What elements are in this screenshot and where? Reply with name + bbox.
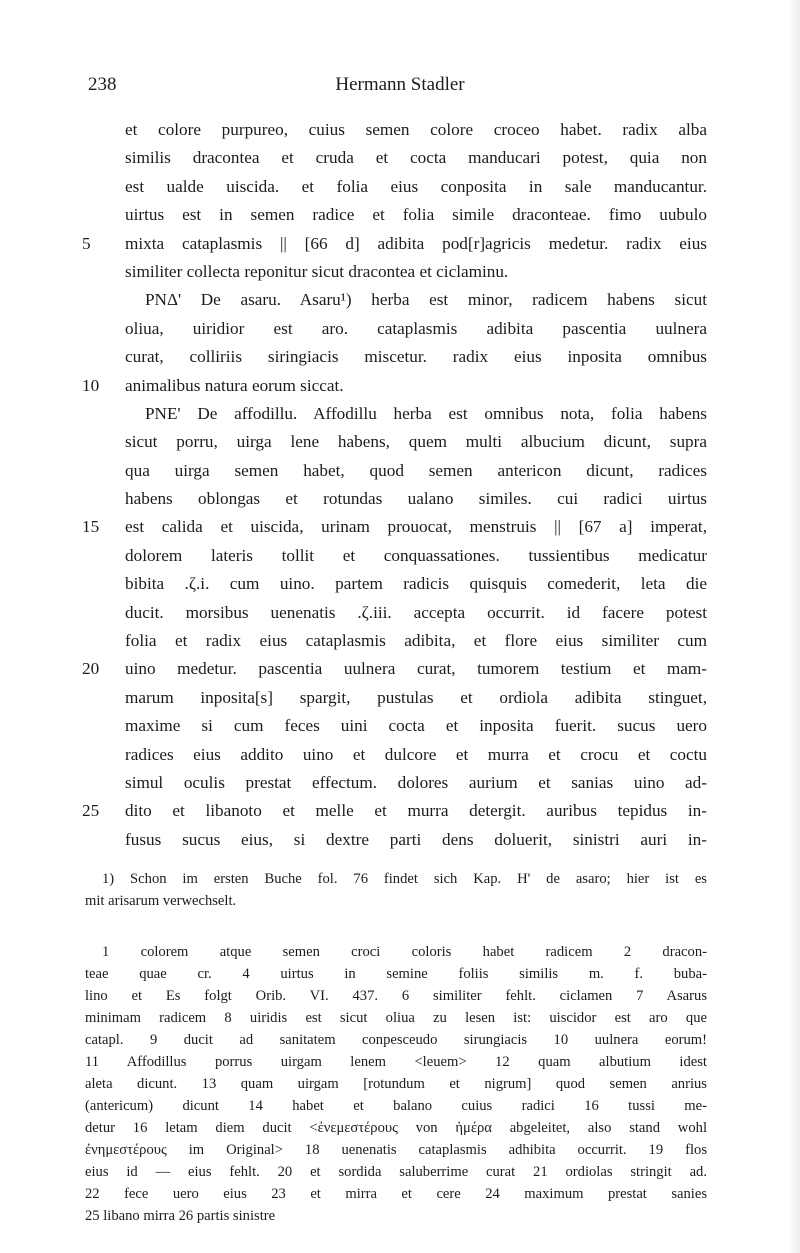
apparatus-line: 11 Affodillus porrus uirgam lenem <leuem> 12 quam albutium idest (85, 1054, 707, 1070)
line-text: similiter collecta reponitur sicut dracontea et ciclaminu. (125, 261, 509, 281)
line-text: sicut porru, uirga lene habens, quem multi albucium dicunt, supra (125, 432, 707, 452)
line-text: oliua, uiridior est aro. cataplasmis adibita pascentia uulnera (125, 318, 707, 338)
line-text: uirtus est in semen radice et folia simile draconteae. fimo uubulo (125, 205, 707, 225)
line-text: curat, colliriis siringiacis miscetur. radix eius inposita omnibus (125, 347, 707, 367)
text-line (0, 655, 800, 683)
text-line (0, 428, 800, 456)
line-text: ducit. morsibus uenenatis .ζ.iii. accepta occurrit. id facere potest (125, 602, 707, 622)
line-text: PNΔ' De asaru. Asaru¹) herba est minor, radicem habens sicut (145, 290, 707, 310)
critical-apparatus (85, 941, 707, 1227)
apparatus-line: ἐνημεστέρους im Original> 18 uenenatis cataplasmis adhibita occurrit. 19 flos (85, 1142, 707, 1158)
text-line (0, 485, 800, 513)
line-text: folia et radix eius cataplasmis adibita, et flore eius similiter cum (125, 631, 707, 651)
apparatus-line: 1 colorem atque semen croci coloris habet radicem 2 dracon- (102, 944, 707, 960)
line-text: radices eius addito uino et dulcore et murra et crocu et coctu (125, 744, 707, 764)
text-line (0, 542, 800, 570)
footnote-line: 1) Schon im ersten Buche fol. 76 findet sich Kap. H' de asaro; hier ist es (102, 871, 707, 887)
apparatus-line: 25 libano mirra 26 partis sinistre (85, 1208, 276, 1224)
running-head: Hermann Stadler (335, 74, 465, 95)
line-text: dolorem lateris tollit et conquassationes. tussientibus medicatur (125, 545, 707, 565)
apparatus-line: eius id — eius fehlt. 20 et sordida saluberrime curat 21 ordiolas stringit ad. (85, 1164, 707, 1180)
footnote-line: mit arisarum verwechselt. (85, 893, 237, 909)
line-text: animalibus natura eorum siccat. (125, 375, 344, 395)
text-line (0, 144, 800, 172)
page-number: 238 (88, 74, 117, 95)
apparatus-line: catapl. 9 ducit ad sanitatem conpesceudo sirungiacis 10 uulnera eorum! (85, 1032, 707, 1048)
page-edge-shadow (788, 0, 800, 1253)
text-line (0, 599, 800, 627)
line-number: 10 (82, 375, 100, 395)
line-number: 20 (82, 659, 100, 679)
line-text: fusus sucus eius, si dextre parti dens doluerit, sinistri auri in- (125, 829, 707, 849)
text-line (0, 826, 800, 854)
apparatus-line: minimam radicem 8 uiridis est sicut oliua zu lesen ist: uiscidor est aro que (85, 1010, 707, 1026)
line-text: uino medetur. pascentia uulnera curat, tumorem testium et mam- (125, 659, 707, 679)
text-line (0, 173, 800, 201)
line-text: est ualde uiscida. et folia eius conposita in sale manducantur. (125, 176, 707, 196)
text-line (0, 201, 800, 229)
text-line (0, 797, 800, 825)
apparatus-line: lino et Es folgt Orib. VI. 437. 6 similiter fehlt. ciclamen 7 Asarus (85, 988, 707, 1004)
line-text: marum inposita[s] spargit, pustulas et ordiola adibita stinguet, (125, 687, 707, 707)
apparatus-line: aleta dicunt. 13 quam uirgam [rotundum et nigrum] quod semen anrius (85, 1076, 707, 1092)
text-line (0, 116, 800, 144)
text-line (0, 315, 800, 343)
apparatus-line: (antericum) dicunt 14 habet et balano cuius radici 16 tussi me- (85, 1098, 707, 1114)
line-text: simul oculis prestat effectum. dolores aurium et sanias uino ad- (125, 772, 707, 792)
line-text: bibita .ζ.i. cum uino. partem radicis quisquis comederit, leta die (125, 574, 707, 594)
line-text: et colore purpureo, cuius semen colore croceo habet. radix alba (125, 120, 707, 139)
text-line (0, 457, 800, 485)
line-text: mixta cataplasmis || [66 d] adibita pod[r]agricis medetur. radix eius (125, 233, 707, 253)
page-header (0, 74, 800, 104)
line-text: maxime si cum feces uini cocta et inposita fuerit. sucus uero (125, 716, 707, 736)
line-text: qua uirga semen habet, quod semen antericon dicunt, radices (125, 460, 707, 480)
line-text: habens oblongas et rotundas ualano similes. cui radici uirtus (125, 489, 707, 509)
line-number: 15 (82, 517, 100, 537)
line-text: similis dracontea et cruda et cocta manducari potest, quia non (125, 148, 707, 168)
line-text: dito et libanoto et melle et murra detergit. auribus tepidus in- (125, 801, 707, 821)
main-text (0, 116, 800, 854)
apparatus-line: detur 16 letam diem ducit <ἐνεμεστέρους von ἡμέρα abgeleitet, also stand wohl (85, 1120, 707, 1136)
text-line (0, 570, 800, 598)
apparatus-line: teae quae cr. 4 uirtus in semine foliis similis m. f. buba- (85, 966, 707, 982)
line-text: est calida et uiscida, urinam prouocat, menstruis || [67 a] imperat, (125, 517, 707, 537)
text-line (0, 513, 800, 541)
text-line (0, 286, 800, 314)
line-number: 5 (82, 233, 91, 253)
footnotes (85, 868, 707, 912)
text-line (0, 400, 800, 428)
text-line (0, 230, 800, 258)
text-line (0, 769, 800, 797)
text-line (0, 258, 800, 286)
line-text: PNE' De affodillu. Affodillu herba est omnibus nota, folia habens (145, 403, 707, 423)
text-line (0, 741, 800, 769)
text-line (0, 627, 800, 655)
text-line (0, 684, 800, 712)
text-line (0, 712, 800, 740)
apparatus-line: 22 fece uero eius 23 et mirra et cere 24 maximum prestat sanies (85, 1186, 707, 1202)
text-line (0, 372, 800, 400)
line-number: 25 (82, 801, 100, 821)
text-line (0, 343, 800, 371)
